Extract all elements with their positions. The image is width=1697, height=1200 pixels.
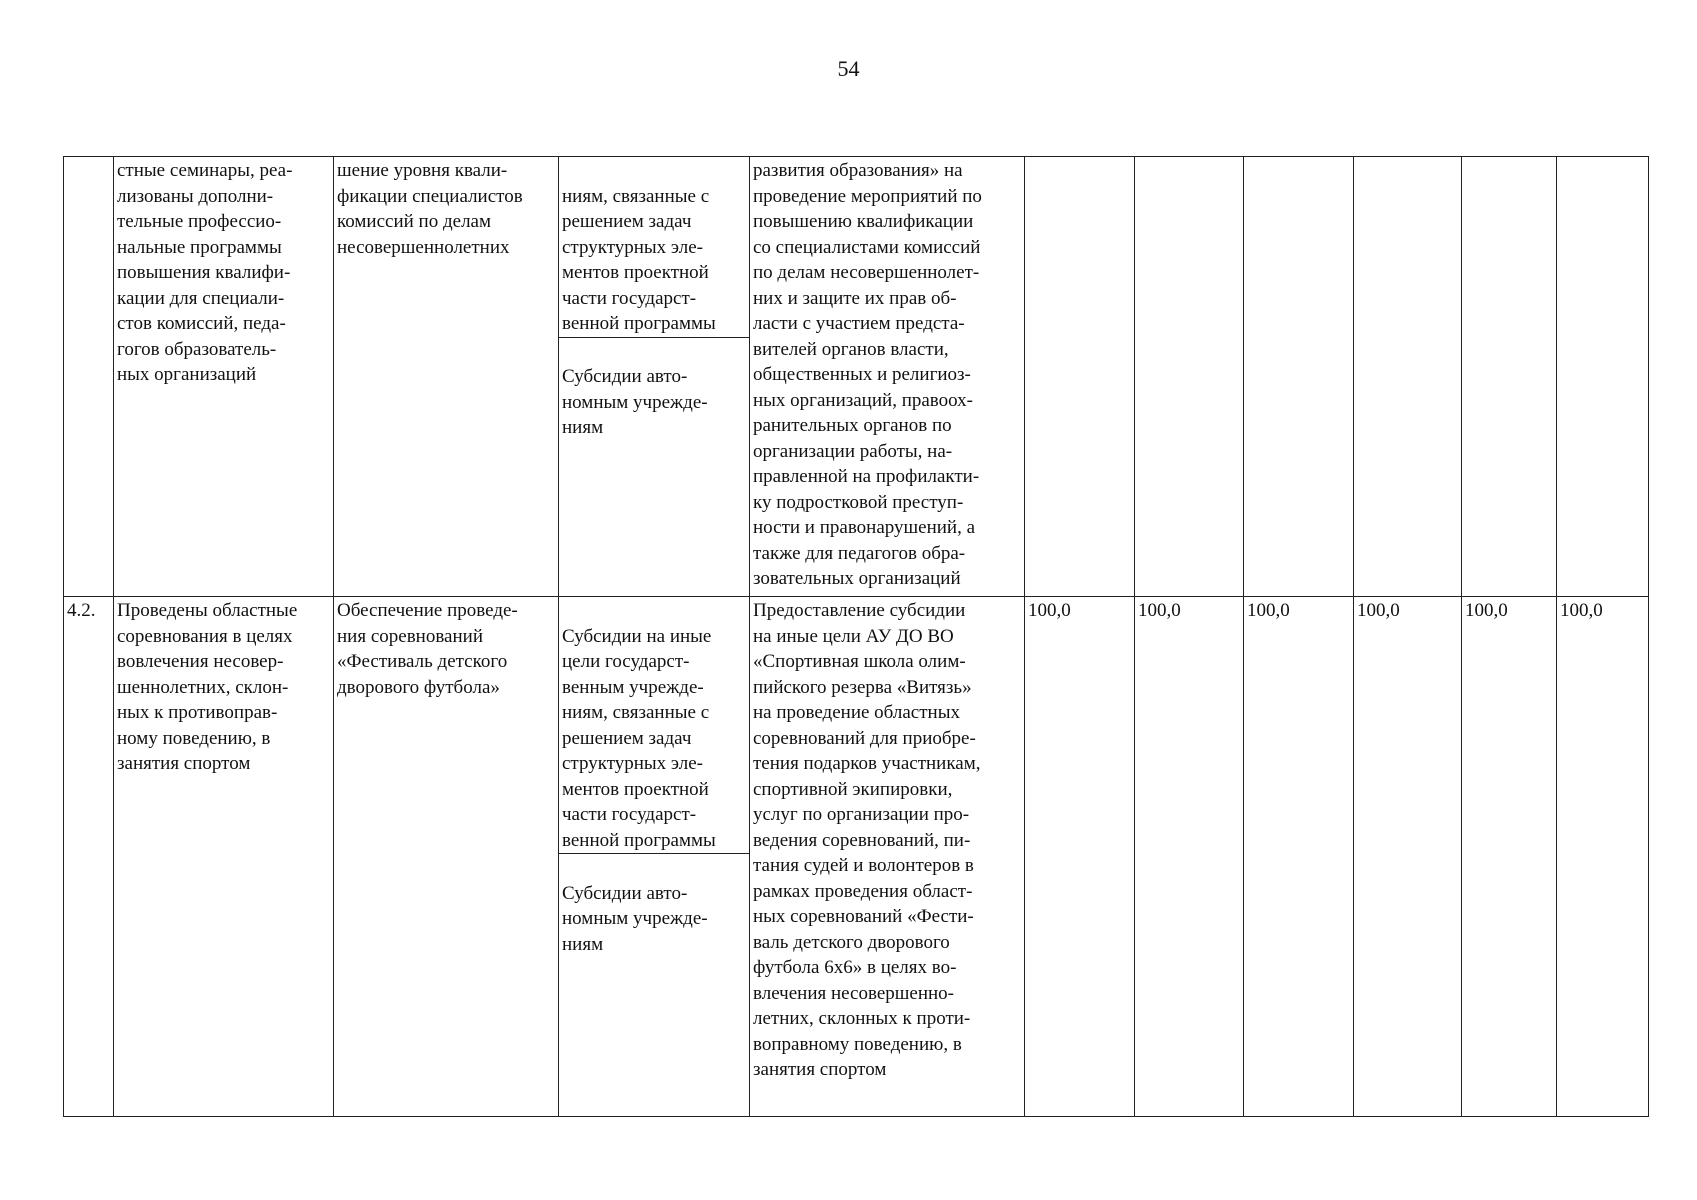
value-cell: 100,0 xyxy=(1462,597,1557,1117)
value-cell: 100,0 xyxy=(1135,597,1244,1117)
funding-type-cell xyxy=(559,157,750,597)
event-cell: Обеспечение проведе- ния соревнований «Фестиваль детского дворового футбола» xyxy=(334,597,559,1117)
table-row xyxy=(64,597,1649,1117)
value-cell xyxy=(1462,157,1557,597)
funding-type-primary: ниям, связанные с решением задач структурных эле- ментов проектной части государст- венной программы xyxy=(559,183,749,338)
funding-type-secondary: Субсидии авто- номным учрежде- ниям xyxy=(562,882,708,955)
table-row xyxy=(64,157,1649,597)
value-cell: 100,0 xyxy=(1244,597,1354,1117)
value-cell: 100,0 xyxy=(1557,597,1649,1117)
funding-type-secondary: Субсидии авто- номным учрежде- ниям xyxy=(562,366,708,438)
row-number-cell: 4.2. xyxy=(64,597,114,1117)
value-cell xyxy=(1025,157,1135,597)
funding-type-primary: Субсидии на иные цели государст- венным учрежде- ниям, связанные с решением задач структурных эле- ментов проектной части государст- венной программы xyxy=(559,623,749,855)
value-cell xyxy=(1557,157,1649,597)
funding-type-cell xyxy=(559,597,750,1117)
row-number-cell xyxy=(64,157,114,597)
event-cell: шение уровня квали- фикации специалистов комиссий по делам несовершеннолетних xyxy=(334,157,559,597)
description-cell: Предоставление субсидии на иные цели АУ ДО ВО «Спортивная школа олим- пийского резерва «Витязь» на проведение областных соревнований для приобре- тения подарков участникам, спортивной экипировки, услуг по организации про- ведения соревнований, пи- тания судей и волонтеров в рамках проведения област- ных соревнований «Фести- валь детского дворового футбола 6х6» в целях во- влечения несовершенно- летних, склонных к проти- воправному поведению, в занятия спортом xyxy=(750,597,1025,1117)
page-number: 54 xyxy=(837,56,860,81)
value-cell: 100,0 xyxy=(1025,597,1135,1117)
value-cell xyxy=(1135,157,1244,597)
budget-table xyxy=(63,156,1649,1117)
description-cell: развития образования» на проведение мероприятий по повышению квалификации со специалистами комиссий по делам несовершеннолет- них и защите их прав об- ласти с участием предста- вителей органов власти, общественных и религиоз- ных организаций, правоох- ранительных органов по организации работы, на- правленной на профилакти- ку подростковой преступ- ности и правонарушений, а также для педагогов обра- зовательных организаций xyxy=(750,157,1025,597)
result-cell: Проведены областные соревнования в целях вовлечения несовер- шеннолетних, склон- ных к противоправ- ному поведению, в занятия спортом xyxy=(114,597,334,1117)
result-cell: стные семинары, реа- лизованы дополни- тельные профессио- нальные программы повышения квалифи- кации для специали- стов комиссий, педа- гогов образователь- ных организаций xyxy=(114,157,334,597)
value-cell: 100,0 xyxy=(1354,597,1462,1117)
value-cell xyxy=(1354,157,1462,597)
value-cell xyxy=(1244,157,1354,597)
